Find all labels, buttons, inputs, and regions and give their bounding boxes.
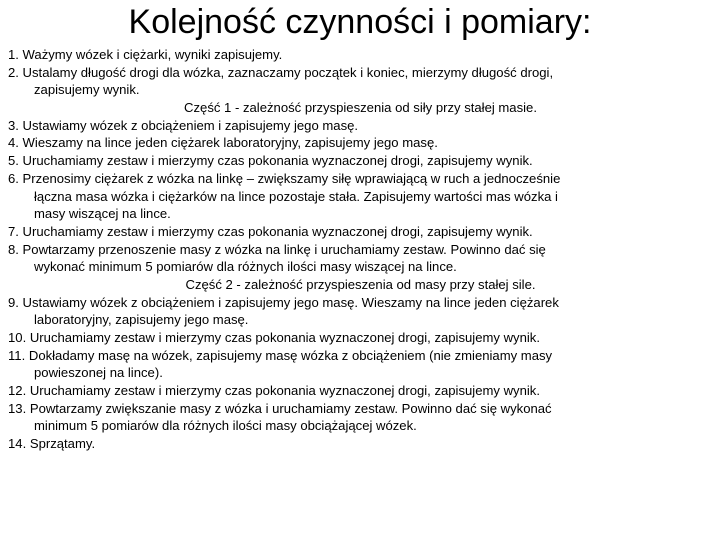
list-item: 3. Ustawiamy wózek z obciążeniem i zapisujemy jego masę. [8, 117, 359, 133]
section-heading: Część 1 - zależność przyspieszenia od siły przy stałej masie. [184, 100, 537, 116]
list-item: 14. Sprzątamy. [8, 436, 96, 452]
list-item-continuation: zapisujemy wynik. [34, 82, 140, 98]
list-item-continuation: powieszonej na lince). [34, 365, 163, 381]
list-item: 6. Przenosimy ciężarek z wózka na linkę – zwiększamy siłę wprawiającą w ruch a jednocześnie [8, 170, 561, 186]
list-item: 13. Powtarzamy zwiększanie masy z wózka i uruchamiamy zestaw. Powinno dać się wykonać [8, 400, 552, 416]
list-item: 8. Powtarzamy przenoszenie masy z wózka na linkę i uruchamiamy zestaw. Powinno dać się [8, 241, 546, 257]
list-item-continuation: minimum 5 pomiarów dla różnych ilości masy obciążającej wózek. [34, 418, 417, 434]
list-item: 10. Uruchamiamy zestaw i mierzymy czas pokonania wyznaczonej drogi, zapisujemy wynik. [8, 330, 540, 345]
list-item: 12. Uruchamiamy zestaw i mierzymy czas pokonania wyznaczonej drogi, zapisujemy wynik. [8, 383, 540, 399]
list-item-continuation: wykonać minimum 5 pomiarów dla różnych ilości masy wiszącej na lince. [34, 259, 457, 275]
list-item: 7. Uruchamiamy zestaw i mierzymy czas pokonania wyznaczonej drogi, zapisujemy wynik. [8, 223, 533, 239]
list-item: 9. Ustawiamy wózek z obciążeniem i zapisujemy jego masę. Wieszamy na lince jeden ciężarek [8, 294, 559, 310]
list-item: 1. Ważymy wózek i ciężarki, wyniki zapisujemy. [8, 47, 283, 62]
list-item-continuation: łączna masa wózka i ciężarków na lince pozostaje stała. Zapisujemy wartości mas wózka i [34, 188, 558, 204]
section-heading: Część 2 - zależność przyspieszenia od masy przy stałej sile. [185, 276, 536, 292]
list-item: 11. Dokładamy masę na wózek, zapisujemy masę wózka z obciążeniem (nie zmieniamy masy [8, 347, 553, 363]
page-title: Kolejność czynności i pomiary: [128, 3, 592, 41]
list-item-continuation: laboratoryjny, zapisujemy jego masę. [34, 312, 249, 328]
list-item: 2. Ustalamy długość drogi dla wózka, zaznaczamy początek i koniec, mierzymy długość drogi, [8, 64, 554, 80]
list-item-continuation: masy wiszącej na lince. [34, 206, 171, 222]
procedure-list [8, 46, 713, 453]
list-item: 4. Wieszamy na lince jeden ciężarek laboratoryjny, zapisujemy jego masę. [8, 135, 438, 151]
list-item: 5. Uruchamiamy zestaw i mierzymy czas pokonania wyznaczonej drogi, zapisujemy wynik. [8, 153, 533, 169]
